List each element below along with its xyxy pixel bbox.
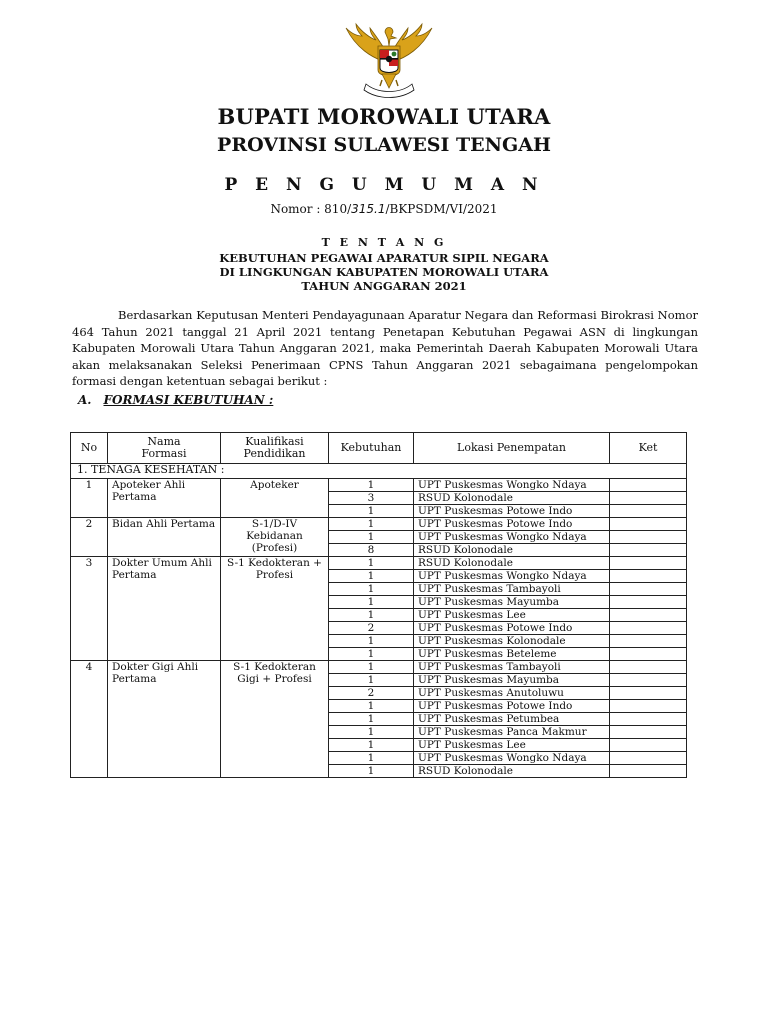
row-lokasi: UPT Puskesmas Wongko Ndaya bbox=[414, 752, 610, 765]
row-no: 1 bbox=[71, 479, 108, 518]
row-lokasi: UPT Puskesmas Tambayoli bbox=[414, 661, 610, 674]
row-kualifikasi: S-1 Kedokteran Gigi + Profesi bbox=[221, 661, 329, 778]
row-ket bbox=[610, 661, 687, 674]
row-kebutuhan: 1 bbox=[329, 596, 414, 609]
row-kebutuhan: 1 bbox=[329, 765, 414, 778]
row-kebutuhan: 1 bbox=[329, 583, 414, 596]
row-kebutuhan: 1 bbox=[329, 557, 414, 570]
row-ket bbox=[610, 765, 687, 778]
table-row bbox=[71, 518, 687, 531]
row-lokasi: UPT Puskesmas Potowe Indo bbox=[414, 700, 610, 713]
subject-label: T E N T A N G bbox=[321, 236, 447, 249]
table-row bbox=[71, 557, 687, 570]
row-ket bbox=[610, 544, 687, 557]
subject-line-3: TAHUN ANGGARAN 2021 bbox=[301, 279, 467, 293]
formasi-table bbox=[70, 432, 687, 778]
row-kebutuhan: 1 bbox=[329, 713, 414, 726]
row-lokasi: UPT Puskesmas Wongko Ndaya bbox=[414, 570, 610, 583]
row-lokasi: UPT Puskesmas Potowe Indo bbox=[414, 518, 610, 531]
row-kebutuhan: 1 bbox=[329, 752, 414, 765]
row-lokasi: UPT Puskesmas Mayumba bbox=[414, 596, 610, 609]
col-header-ket: Ket bbox=[610, 433, 687, 464]
row-lokasi: UPT Puskesmas Mayumba bbox=[414, 674, 610, 687]
row-ket bbox=[610, 479, 687, 492]
subject-line-1: KEBUTUHAN PEGAWAI APARATUR SIPIL NEGARA bbox=[219, 251, 549, 265]
category-label: 1. TENAGA KESEHATAN : bbox=[71, 464, 687, 479]
row-kualifikasi: S-1 Kedokteran + Profesi bbox=[221, 557, 329, 661]
row-kebutuhan: 2 bbox=[329, 622, 414, 635]
row-no: 3 bbox=[71, 557, 108, 661]
row-ket bbox=[610, 687, 687, 700]
nomor-prefix: Nomor : 810/ bbox=[270, 202, 352, 216]
row-ket bbox=[610, 700, 687, 713]
row-kebutuhan: 1 bbox=[329, 726, 414, 739]
intro-paragraph: Berdasarkan Keputusan Menteri Pendayagunaan Aparatur Negara dan Reformasi Birokrasi Nomor 464 Tahun 2021 tanggal 21 April 2021 tentang Penetapan Kebutuhan Pegawai ASN di lingkungan Kabupaten Morowali Utara Tahun Anggaran 2021, maka Pemerintah Daerah Kabupaten Morowali Utara akan melaksanakan Seleksi Penerimaan CPNS Tahun Anggaran 2021 sebagaimana pengelompokan formasi dengan ketentuan sebagai berikut : bbox=[72, 308, 698, 388]
row-lokasi: RSUD Kolonodale bbox=[414, 765, 610, 778]
row-no: 2 bbox=[71, 518, 108, 557]
row-kebutuhan: 1 bbox=[329, 739, 414, 752]
row-lokasi: UPT Puskesmas Anutoluwu bbox=[414, 687, 610, 700]
nomor-handwritten: 315.1 bbox=[351, 202, 386, 216]
row-ket bbox=[610, 674, 687, 687]
row-kebutuhan: 1 bbox=[329, 700, 414, 713]
col-header-no: No bbox=[71, 433, 108, 464]
row-kebutuhan: 1 bbox=[329, 479, 414, 492]
row-kualifikasi: S-1/D-IV Kebidanan (Profesi) bbox=[221, 518, 329, 557]
row-ket bbox=[610, 752, 687, 765]
row-ket bbox=[610, 505, 687, 518]
row-lokasi: UPT Puskesmas Panca Makmur bbox=[414, 726, 610, 739]
row-ket bbox=[610, 635, 687, 648]
row-ket bbox=[610, 622, 687, 635]
category-row bbox=[71, 464, 687, 479]
col-header-nama: Nama Formasi bbox=[108, 433, 221, 464]
row-nama-formasi: Dokter Umum Ahli Pertama bbox=[108, 557, 221, 661]
row-lokasi: UPT Puskesmas Potowe Indo bbox=[414, 622, 610, 635]
row-lokasi: RSUD Kolonodale bbox=[414, 557, 610, 570]
document-number bbox=[0, 202, 768, 216]
row-kebutuhan: 1 bbox=[329, 674, 414, 687]
row-kebutuhan: 1 bbox=[329, 531, 414, 544]
row-lokasi: UPT Puskesmas Kolonodale bbox=[414, 635, 610, 648]
row-lokasi: RSUD Kolonodale bbox=[414, 492, 610, 505]
document-type: P E N G U M U M A N bbox=[224, 175, 544, 195]
row-nama-formasi: Dokter Gigi Ahli Pertama bbox=[108, 661, 221, 778]
table-row bbox=[71, 661, 687, 674]
row-kebutuhan: 1 bbox=[329, 661, 414, 674]
province-title: PROVINSI SULAWESI TENGAH bbox=[217, 134, 551, 156]
row-ket bbox=[610, 492, 687, 505]
row-kebutuhan: 1 bbox=[329, 635, 414, 648]
row-lokasi: UPT Puskesmas Potowe Indo bbox=[414, 505, 610, 518]
row-ket bbox=[610, 583, 687, 596]
row-ket bbox=[610, 739, 687, 752]
row-ket bbox=[610, 518, 687, 531]
row-ket bbox=[610, 609, 687, 622]
row-kebutuhan: 1 bbox=[329, 505, 414, 518]
row-no: 4 bbox=[71, 661, 108, 778]
col-header-kebutuhan: Kebutuhan bbox=[329, 433, 414, 464]
issuer-title: BUPATI MOROWALI UTARA bbox=[217, 104, 551, 129]
row-kebutuhan: 1 bbox=[329, 609, 414, 622]
table-header-row bbox=[71, 433, 687, 464]
col-header-lokasi: Lokasi Penempatan bbox=[414, 433, 610, 464]
row-lokasi: UPT Puskesmas Lee bbox=[414, 739, 610, 752]
row-nama-formasi: Apoteker Ahli Pertama bbox=[108, 479, 221, 518]
section-title: FORMASI KEBUTUHAN : bbox=[103, 393, 274, 407]
row-lokasi: UPT Puskesmas Petumbea bbox=[414, 713, 610, 726]
table-body bbox=[71, 464, 687, 778]
row-kebutuhan: 1 bbox=[329, 518, 414, 531]
row-ket bbox=[610, 570, 687, 583]
row-ket bbox=[610, 726, 687, 739]
subject-line-2: DI LINGKUNGAN KABUPATEN MOROWALI UTARA bbox=[219, 265, 549, 279]
row-kebutuhan: 3 bbox=[329, 492, 414, 505]
row-lokasi: UPT Puskesmas Tambayoli bbox=[414, 583, 610, 596]
row-ket bbox=[610, 596, 687, 609]
section-heading bbox=[78, 393, 273, 407]
row-ket bbox=[610, 713, 687, 726]
row-kebutuhan: 1 bbox=[329, 648, 414, 661]
row-lokasi: UPT Puskesmas Lee bbox=[414, 609, 610, 622]
row-nama-formasi: Bidan Ahli Pertama bbox=[108, 518, 221, 557]
row-lokasi: UPT Puskesmas Wongko Ndaya bbox=[414, 531, 610, 544]
row-kebutuhan: 2 bbox=[329, 687, 414, 700]
row-lokasi: UPT Puskesmas Beteleme bbox=[414, 648, 610, 661]
row-ket bbox=[610, 557, 687, 570]
row-ket bbox=[610, 648, 687, 661]
col-header-kualifikasi: Kualifikasi Pendidikan bbox=[221, 433, 329, 464]
section-letter: A. bbox=[78, 393, 92, 407]
row-ket bbox=[610, 531, 687, 544]
row-kebutuhan: 1 bbox=[329, 570, 414, 583]
table-row bbox=[71, 479, 687, 492]
row-lokasi: RSUD Kolonodale bbox=[414, 544, 610, 557]
row-kebutuhan: 8 bbox=[329, 544, 414, 557]
row-lokasi: UPT Puskesmas Wongko Ndaya bbox=[414, 479, 610, 492]
row-kualifikasi: Apoteker bbox=[221, 479, 329, 518]
nomor-suffix: /BKPSDM/VI/2021 bbox=[385, 202, 498, 216]
garuda-emblem-icon bbox=[342, 22, 436, 100]
